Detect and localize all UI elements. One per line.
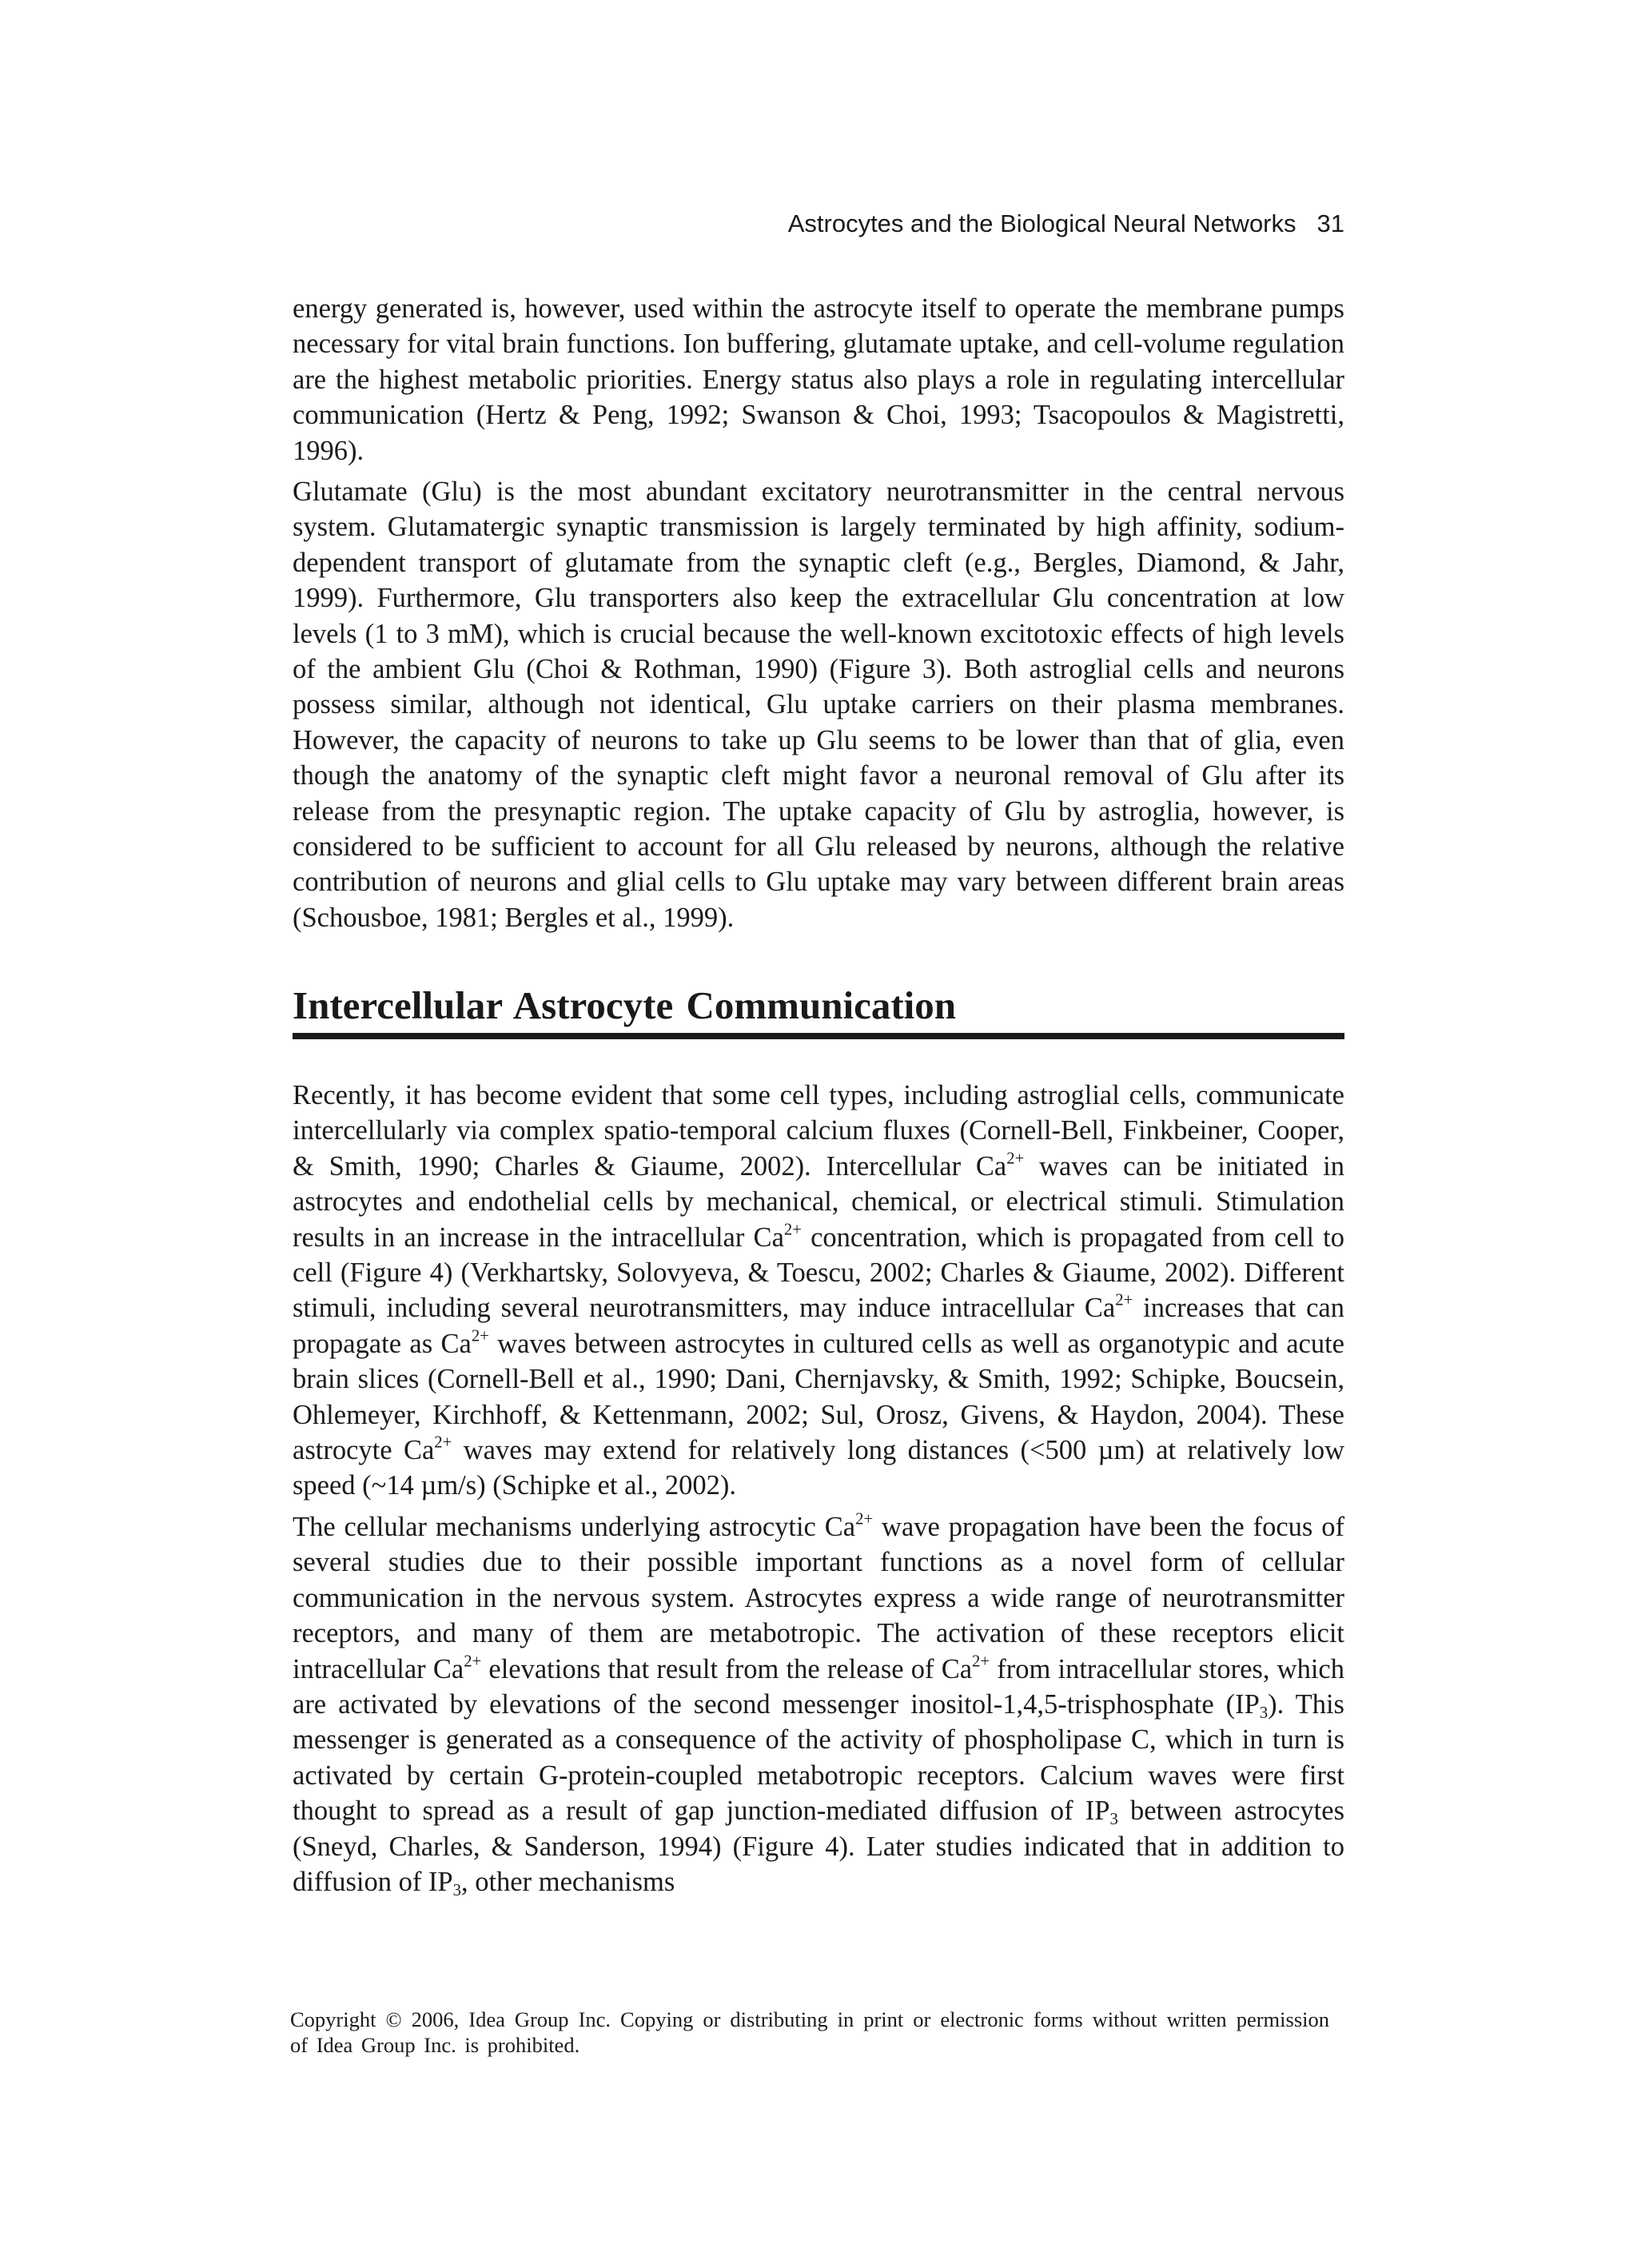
text-run: , other mechanisms (460, 1867, 675, 1898)
page-number: 31 (1316, 209, 1344, 237)
superscript-charge: 2+ (972, 1652, 990, 1671)
body-block-1 (293, 291, 1344, 468)
running-title: Astrocytes and the Biological Neural Networks (787, 209, 1296, 237)
section-header (293, 982, 1344, 1039)
body-block-4 (293, 1509, 1344, 1899)
text-run: waves can be initiated in astrocytes and endothelial cells by mechanical, chemical, or electrical stimuli. Stimulation results in an increase in the intracellular Ca (293, 1150, 1344, 1253)
text-run: from intracellular stores, which are activated by elevations of the second messenger inositol-1,4,5-trisphosphate (IP (293, 1653, 1344, 1720)
subscript-ip: 3 (452, 1882, 461, 1900)
text-run: elevations that result from the release of Ca (481, 1653, 973, 1684)
text-run: waves may extend for relatively long distances (<500 µm) at relatively low speed (~14 µm/s) (Schipke et al., 2002). (293, 1435, 1344, 1501)
paragraph-glutamate: Glutamate (Glu) is the most abundant excitatory neurotransmitter in the central nervous system. Glutamatergic synaptic transmission is largely terminated by high affinity, sodium-dependent transport of glutamate from the synaptic cleft (e.g., Bergles, Diamond, & Jahr, 1999). Furthermore, Glu transporters also keep the extracellular Glu concentration at low levels (1 to 3 mM), which is crucial because the well-known excitotoxic effects of high levels of the ambient Glu (Choi & Rothman, 1990) (Figure 3). Both astroglial cells and neurons possess similar, although not identical, Glu uptake carriers on their plasma membranes. However, the capacity of neurons to take up Glu seems to be lower than that of glia, even though the anatomy of the synaptic cleft might favor a neuronal removal of Glu after its release from the presynaptic region. The uptake capacity of Glu by astroglia, however, is considered to be sufficient to account for all Glu released by neurons, although the relative contribution of neurons and glial cells to Glu uptake may vary between different brain areas (Schousboe, 1981; Bergles et al., 1999). (293, 476, 1344, 933)
text-run: increases that can propagate as Ca (293, 1293, 1344, 1359)
copyright-notice: Copyright © 2006, Idea Group Inc. Copying or distributing in print or electronic forms without written permission of Idea Group Inc. is prohibited. (290, 2007, 1329, 2057)
paragraph-calcium-waves (293, 1078, 1344, 1504)
superscript-charge: 2+ (783, 1221, 802, 1239)
section-heading: Intercellular Astrocyte Communication (293, 983, 957, 1027)
paragraph-energy: energy generated is, however, used within the astrocyte itself to operate the membrane pumps necessary for vital brain functions. Ion buffering, glutamate uptake, and cell-volume regulation are the highest metabolic priorities. Energy status also plays a role in regulating intercellular communication (Hertz & Peng, 1992; Swanson & Choi, 1993; Tsacopoulos & Magistretti, 1996). (293, 293, 1344, 466)
superscript-charge: 2+ (471, 1327, 489, 1345)
body-block-2 (293, 474, 1344, 935)
superscript-charge: 2+ (855, 1510, 874, 1529)
heading-rule (293, 1033, 1344, 1039)
superscript-charge: 2+ (1115, 1291, 1133, 1309)
text-run: waves between astrocytes in cultured cells as well as organotypic and acute brain slices (Cornell-Bell et al., 1990; Dani, Chernjavsky, & Smith, 1992; Schipke, Boucsein, Ohlemeyer, Kirchhoff, & Kettenmann, 2002; Sul, Orosz, Givens, & Haydon, 2004). These astrocyte Ca (293, 1328, 1344, 1466)
subscript-ip: 3 (1259, 1704, 1269, 1723)
body-block-3 (293, 1078, 1344, 1504)
running-header (788, 209, 1344, 238)
text-run: wave propagation have been the focus of several studies due to their possible important functions as a novel form of cellular communication in the nervous system. Astrocytes express a wide range of neurotransmitter receptors, and many of them are metabotropic. The activation of these receptors elicit intracellular Ca (293, 1512, 1344, 1684)
text-run: between astrocytes (Sneyd, Charles, & Sanderson, 1994) (Figure 4). Later studies indicated that in addition to diffusion of IP (293, 1796, 1344, 1898)
text-run: The cellular mechanisms underlying astrocytic Ca (293, 1512, 856, 1542)
text-run: Recently, it has become evident that some cell types, including astroglial cells, communicate intercellularly via complex spatio-temporal calcium fluxes (Cornell-Bell, Finkbeiner, Cooper, & Smith, 1990; Charles & Giaume, 2002). Intercellular Ca (293, 1080, 1344, 1182)
subscript-ip: 3 (1109, 1811, 1118, 1829)
paragraph-mechanisms (293, 1509, 1344, 1899)
superscript-charge: 2+ (464, 1652, 482, 1671)
superscript-charge: 2+ (434, 1433, 452, 1452)
superscript-charge: 2+ (1006, 1150, 1025, 1168)
text-run: concentration, which is propagated from cell to cell (Figure 4) (Verkhartsky, Solovyeva, & Toescu, 2002; Charles & Giaume, 2002). Different stimuli, including several neurotransmitters, may induce intracellular Ca (293, 1222, 1345, 1324)
text-run: ). This messenger is generated as a consequence of the activity of phospholipase C, which in turn is activated by certain G-protein-coupled metabotropic receptors. Calcium waves were first thought to spread as a result of gap junction-mediated diffusion of IP (293, 1689, 1344, 1827)
